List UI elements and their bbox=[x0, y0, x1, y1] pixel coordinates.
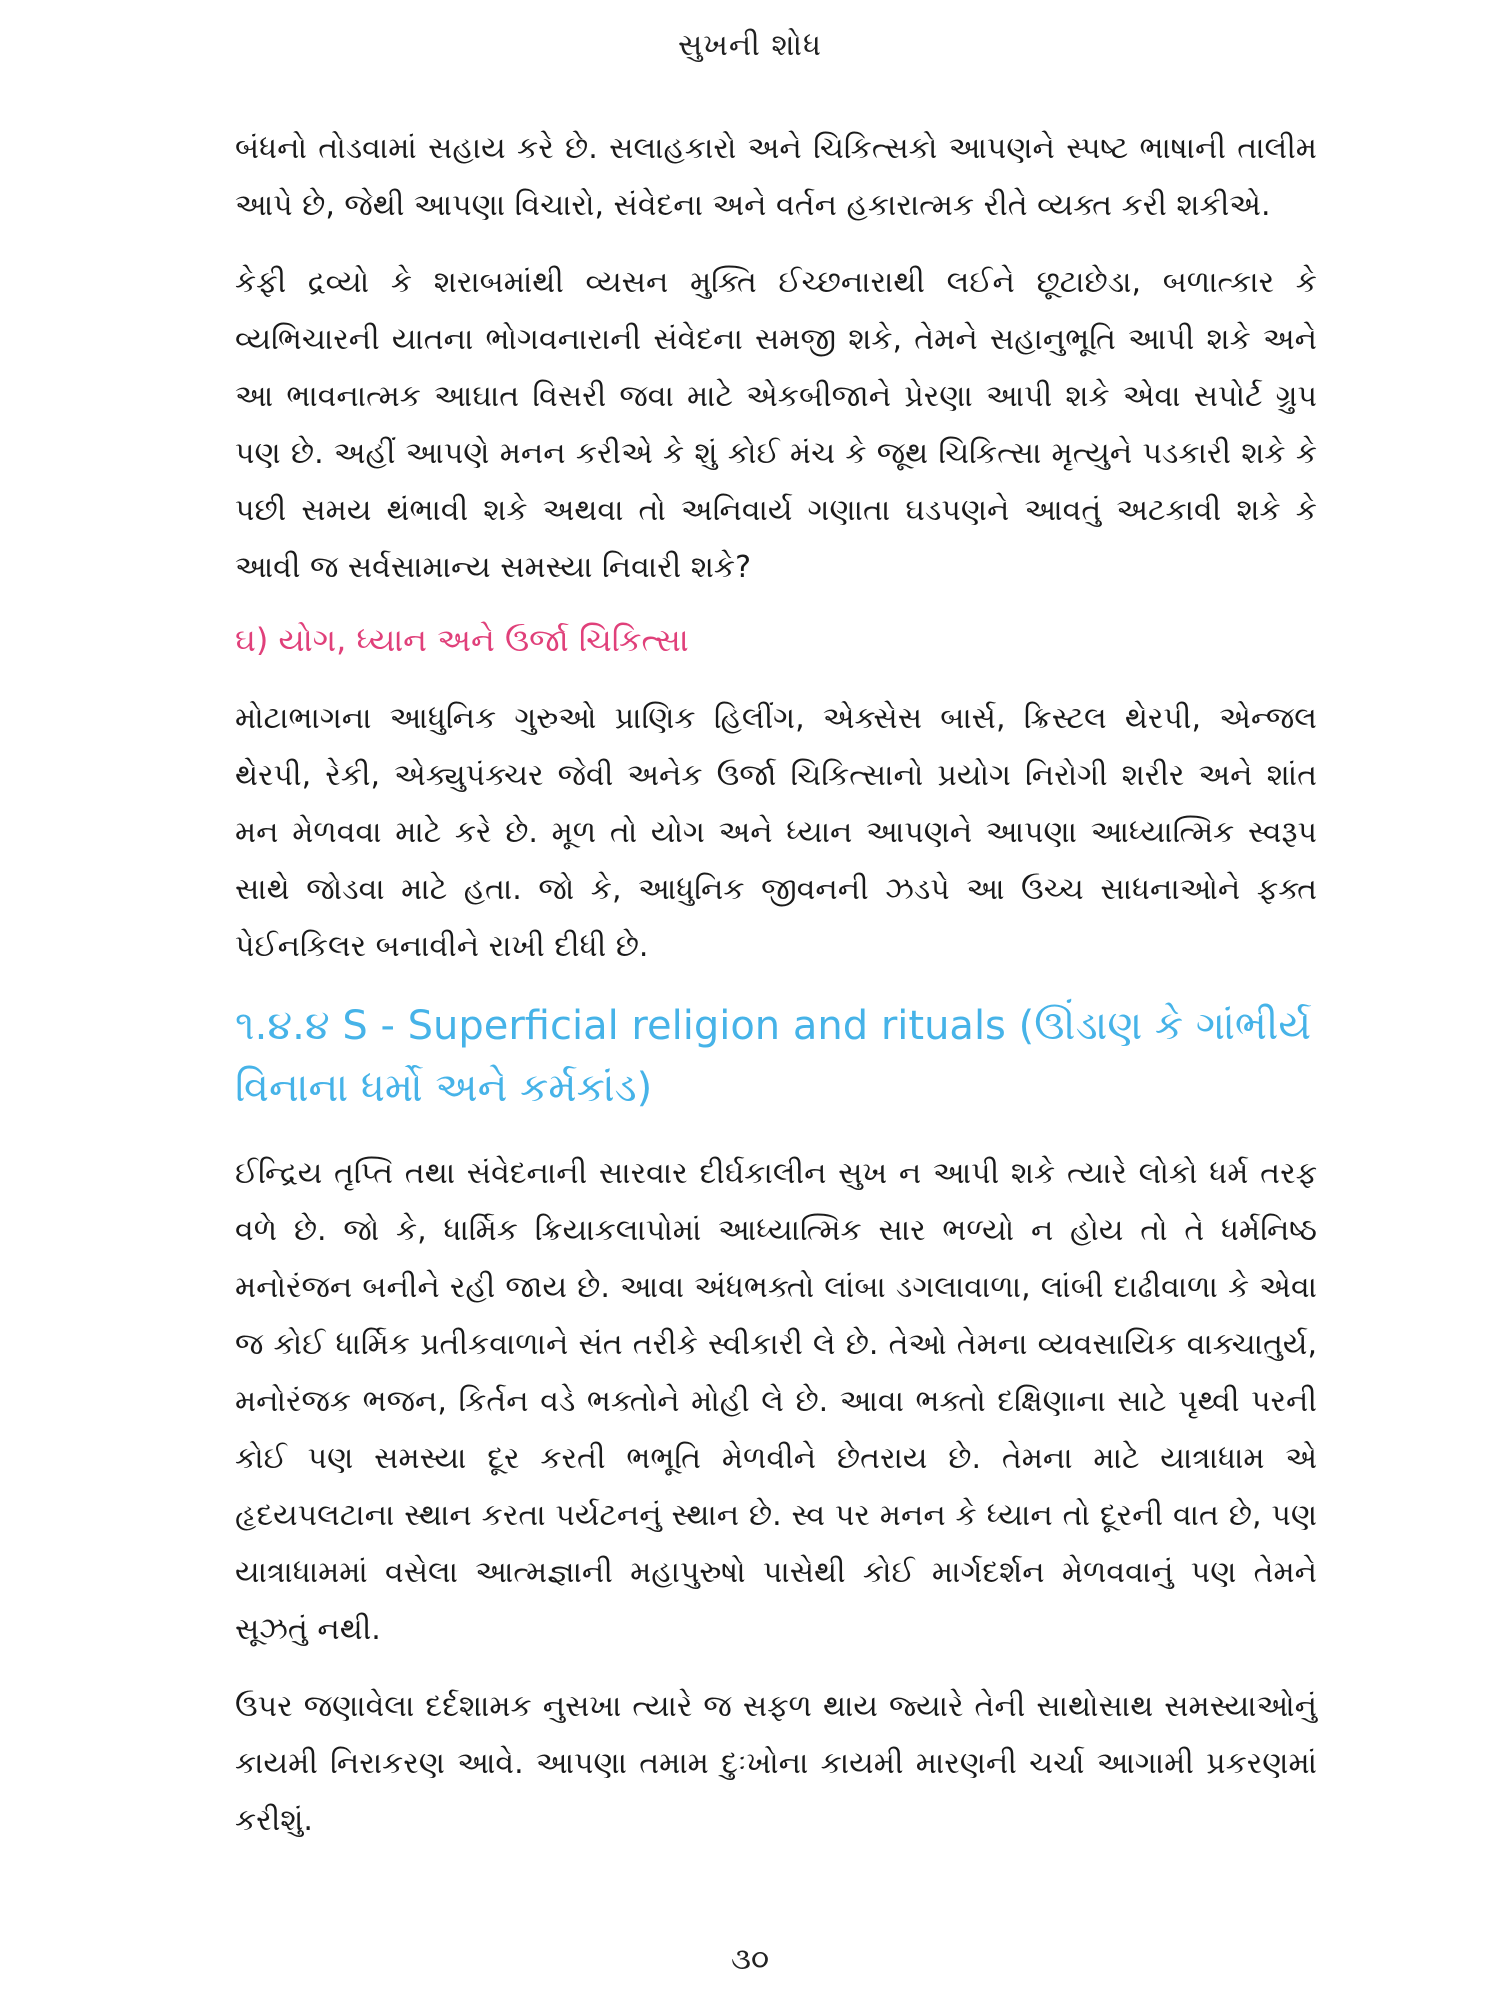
subheading-yoga-meditation: ઘ) યોગ, ધ્યાન અને ઉર્જા ચિકિત્સા bbox=[235, 621, 689, 659]
section-heading-superficial-religion: ૧.૪.૪ S - Superficial religion and rituals (ઊંડાણ કે ગાંભીર્ય વિનાના ધર્મો અને કર્મકાંડ) bbox=[235, 1003, 1312, 1111]
paragraph-2: કેફી દ્રવ્યો કે શરાબમાંથી વ્યસન મુક્તિ ઈચ્છનારાથી લઈને છૂટાછેડા, બળાત્કાર કે વ્યભિચારની યાતના ભોગવનારાની સંવેદના સમજી શકે, તેમને સહાનુભૂતિ આપી શકે અને આ ભાવનાત્મક આઘાત વિસરી જવા માટે એકબીજાને પ્રેરણા આપી શકે એવા સપોર્ટ ગ્રુપ પણ છે. અહીં આપણે મનન કરીએ કે શું કોઈ મંચ કે જૂથ ચિકિત્સા મૃત્યુને પડકારી શકે કે પછી સમય થંભાવી શકે અથવા તો અનિવાર્ય ગણાતા ઘડપણને આવતું અટકાવી શકે કે આવી જ સર્વસામાન્ય સમસ્યા નિવારી શકે? bbox=[235, 265, 1317, 585]
paragraph-4: ઈન્દ્રિય તૃપ્તિ તથા સંવેદનાની સારવાર દીર્ઘકાલીન સુખ ન આપી શકે ત્યારે લોકો ધર્મ તરફ વળે છે. જો કે, ધાર્મિક ક્રિયાકલાપોમાં આધ્યાત્મિક સાર ભળ્યો ન હોય તો તે ધર્મનિષ્ઠ મનોરંજન બનીને રહી જાય છે. આવા અંધભક્તો લાંબા ડગલાવાળા, લાંબી દાઢીવાળા કે એવા જ કોઈ ધાર્મિક પ્રતીકવાળાને સંત તરીકે સ્વીકારી લે છે. તેઓ તેમના વ્યવસાયિક વાક્ચાતુર્ય, મનોરંજક ભજન, કિર્તન વડે ભક્તોને મોહી લે છે. આવા ભક્તો દક્ષિણાના સાટે પૃથ્વી પરની કોઈ પણ સમસ્યા દૂર કરતી ભભૂતિ મેળવીને છેતરાય છે. તેમના માટે યાત્રાધામ એ હૃદયપલટાના સ્થાન કરતા પર્યટનનું સ્થાન છે. સ્વ પર મનન કે ધ્યાન તો દૂરની વાત છે, પણ યાત્રાધામમાં વસેલા આત્મજ્ઞાની મહાપુરુષો પાસેથી કોઈ માર્ગદર્શન મેળવવાનું પણ તેમને સૂઝતું નથી. bbox=[235, 1156, 1317, 1647]
running-header: સુખની શોધ bbox=[677, 28, 823, 63]
paragraph-5: ઉપર જણાવેલા દર્દશામક નુસખા ત્યારે જ સફળ થાય જ્યારે તેની સાથોસાથ સમસ્યાઓનું કાયમી નિરાકરણ આવે. આપણા તમામ દુઃખોના કાયમી મારણની ચર્ચા આગામી પ્રકરણમાં કરીશું. bbox=[235, 1689, 1317, 1838]
paragraph-1: બંધનો તોડવામાં સહાય કરે છે. સલાહકારો અને ચિકિત્સકો આપણને સ્પષ્ટ ભાષાની તાલીમ આપે છે, જેથી આપણા વિચારો, સંવેદના અને વર્તન હકારાત્મક રીતે વ્યક્ત કરી શકીએ. bbox=[235, 131, 1317, 223]
page-number: ૩૦ bbox=[730, 1942, 770, 1977]
paragraph-3: મોટાભાગના આધુનિક ગુરુઓ પ્રાણિક હિલીંગ, એક્સેસ બાર્સ, ક્રિસ્ટલ થેરપી, એન્જલ થેરપી, રેકી, એક્યુપંક્ચર જેવી અનેક ઉર્જા ચિકિત્સાનો પ્રયોગ નિરોગી શરીર અને શાંત મન મેળવવા માટે કરે છે. મૂળ તો યોગ અને ધ્યાન આપણને આપણા આધ્યાત્મિક સ્વરૂપ સાથે જોડવા માટે હતા. જો કે, આધુનિક જીવનની ઝડપે આ ઉચ્ચ સાધનાઓને ફક્ત પેઈનકિલર બનાવીને રાખી દીધી છે. bbox=[235, 701, 1317, 964]
page-body bbox=[235, 120, 1317, 1869]
